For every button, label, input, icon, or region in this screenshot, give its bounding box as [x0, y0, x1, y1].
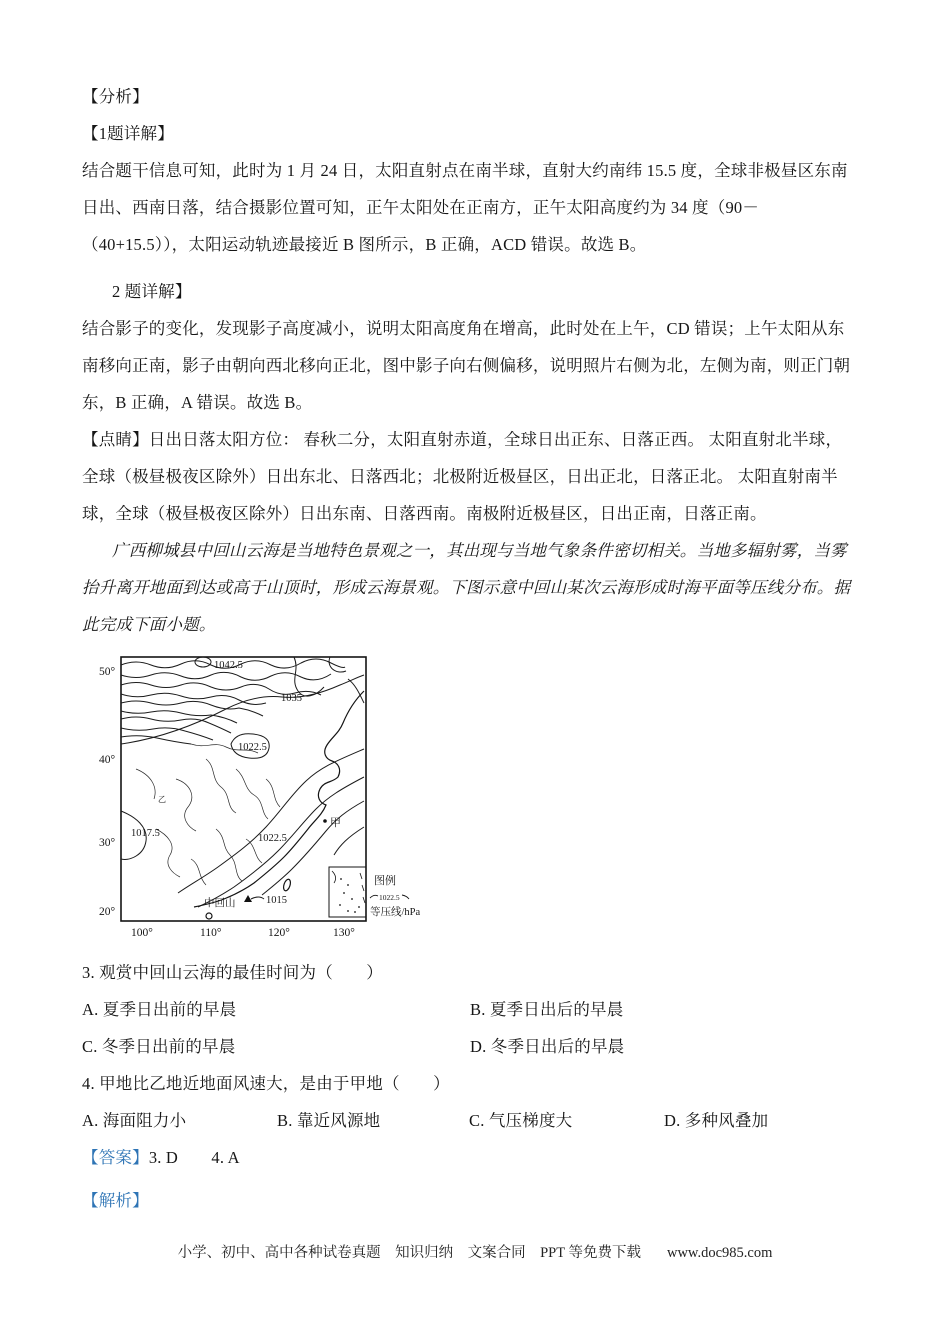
- isobar-label-1017-5: 1017.5: [131, 828, 160, 839]
- option-3a: A. 夏季日出前的早晨: [82, 1000, 237, 1019]
- answer-text: 3. D 4. A: [148, 1148, 240, 1167]
- option-4a: A. 海面阻力小: [82, 1111, 187, 1130]
- svg-text:130°: 130°: [333, 927, 355, 939]
- svg-text:120°: 120°: [268, 927, 290, 939]
- svg-text:50°: 50°: [99, 666, 116, 678]
- reading-passage: [82, 532, 890, 643]
- map-legend: [370, 873, 421, 918]
- q2-line: 结合影子的变化，发现影子高度减小，说明太阳高度角在增高，此时处在上午，CD 错误；上午太阳从东: [82, 319, 845, 338]
- question-4-options-row: [82, 1102, 890, 1139]
- svg-text:40°: 40°: [99, 754, 116, 766]
- q1-explanation: [82, 152, 890, 263]
- page-footer: [0, 1243, 950, 1263]
- weather-isobar-map: [96, 649, 441, 942]
- latitude-labels: [99, 666, 116, 918]
- jiexi-header: 【解析】: [82, 1191, 149, 1210]
- dianjing-line: 球，全球（极昼极夜区除外）日出东南、日落西南。南极附近极昼区，日出正南，日落正南。: [82, 504, 767, 523]
- option-3b: B. 夏季日出后的早晨: [470, 1000, 624, 1019]
- question-3-options-row-2: [82, 1028, 890, 1065]
- analysis-header: 【分析】: [82, 87, 149, 106]
- legend-isobar-label: 等压线/hPa: [370, 907, 421, 918]
- svg-text:100°: 100°: [131, 927, 153, 939]
- passage-line: 此完成下面小题。: [82, 615, 216, 634]
- svg-text:20°: 20°: [99, 906, 116, 918]
- footer-text: 小学、初中、高中各种试卷真题 知识归纳 文案合同 PPT 等免费下载: [177, 1245, 641, 1261]
- legend-title: 图例: [374, 875, 396, 887]
- isobar-label-1042-5: 1042.5: [214, 660, 243, 671]
- dianjing-line: 全球（极昼极夜区除外）日出东北、日落西北；北极附近极昼区，日出正北，日落正北。 太阳直射南半: [82, 467, 838, 486]
- svg-text:30°: 30°: [99, 837, 116, 849]
- site-jia-label: 甲: [330, 817, 341, 829]
- site-yi-label: 乙: [158, 795, 166, 804]
- option-4c: C. 气压梯度大: [469, 1111, 573, 1130]
- isobar-label-1022-5-center: 1022.5: [258, 833, 287, 844]
- isobar-label-1022-5-north: 1022.5: [238, 742, 267, 753]
- option-4d: D. 多种风叠加: [664, 1111, 769, 1130]
- q2-line: 东，B 正确，A 错误。故选 B。: [82, 393, 313, 412]
- q2-line: 南移向正南，影子由朝向西北移向正北，图中影子向右侧偏移，说明照片右侧为北，左侧为南，则正门朝: [82, 356, 851, 375]
- question-3-options-row-1: [82, 991, 890, 1028]
- svg-text:110°: 110°: [200, 927, 222, 939]
- south-china-sea-inset: [329, 867, 366, 917]
- q1-detail-header: 【1题详解】: [82, 124, 174, 143]
- passage-line: 广西柳城县中回山云海是当地特色景观之一，其出现与当地气象条件密切相关。当地多辐射雾，当雾: [112, 541, 847, 560]
- q2-explanation: [82, 310, 890, 421]
- q1-line: （40+15.5）），太阳运动轨迹最接近 B 图所示，B 正确，ACD 错误。故选 B。: [82, 235, 647, 254]
- passage-line: 抬升离开地面到达或高于山顶时，形成云海景观。下图示意中回山某次云海形成时海平面等压线分布。据: [82, 578, 851, 597]
- mountain-label: 中回山: [204, 898, 236, 909]
- isobar-map-figure: [96, 649, 441, 942]
- site-jia-dot: [323, 819, 327, 823]
- footer-url-link[interactable]: www.doc985.com: [666, 1245, 773, 1261]
- option-3d: D. 冬季日出后的早晨: [470, 1037, 625, 1056]
- legend-isobar-value: 1022.5: [379, 893, 400, 902]
- isobar-label-1035: 1035: [281, 693, 302, 704]
- mountain-marker-icon: [244, 895, 252, 902]
- question-4-stem: 4. 甲地比乙地近地面风速大，是由于甲地（ ）: [82, 1074, 450, 1093]
- isobar-label-1015: 1015: [266, 895, 287, 906]
- option-4b: B. 靠近风源地: [277, 1111, 381, 1130]
- longitude-labels: [131, 927, 355, 939]
- q2-detail-header: 2 题详解】: [112, 282, 192, 301]
- dianjing-line: 【点睛】日出日落太阳方位： 春秋二分，太阳直射赤道，全球日出正东、日落正西。 太阳直射北半球，: [82, 430, 843, 449]
- answer-label: 【答案】: [82, 1148, 149, 1167]
- question-3-stem: 3. 观赏中回山云海的最佳时间为（ ）: [82, 963, 383, 982]
- dianjing-note: [82, 421, 890, 532]
- option-3c: C. 冬季日出前的早晨: [82, 1037, 236, 1056]
- answer-line: [82, 1139, 890, 1176]
- q1-line: 日出、西南日落，结合摄影位置可知，正午太阳处在正南方，正午太阳高度约为 34 度（90－: [82, 198, 760, 217]
- q1-line: 结合题干信息可知，此时为 1 月 24 日，太阳直射点在南半球，直射大约南纬 15.5 度，全球非极昼区东南: [82, 161, 848, 180]
